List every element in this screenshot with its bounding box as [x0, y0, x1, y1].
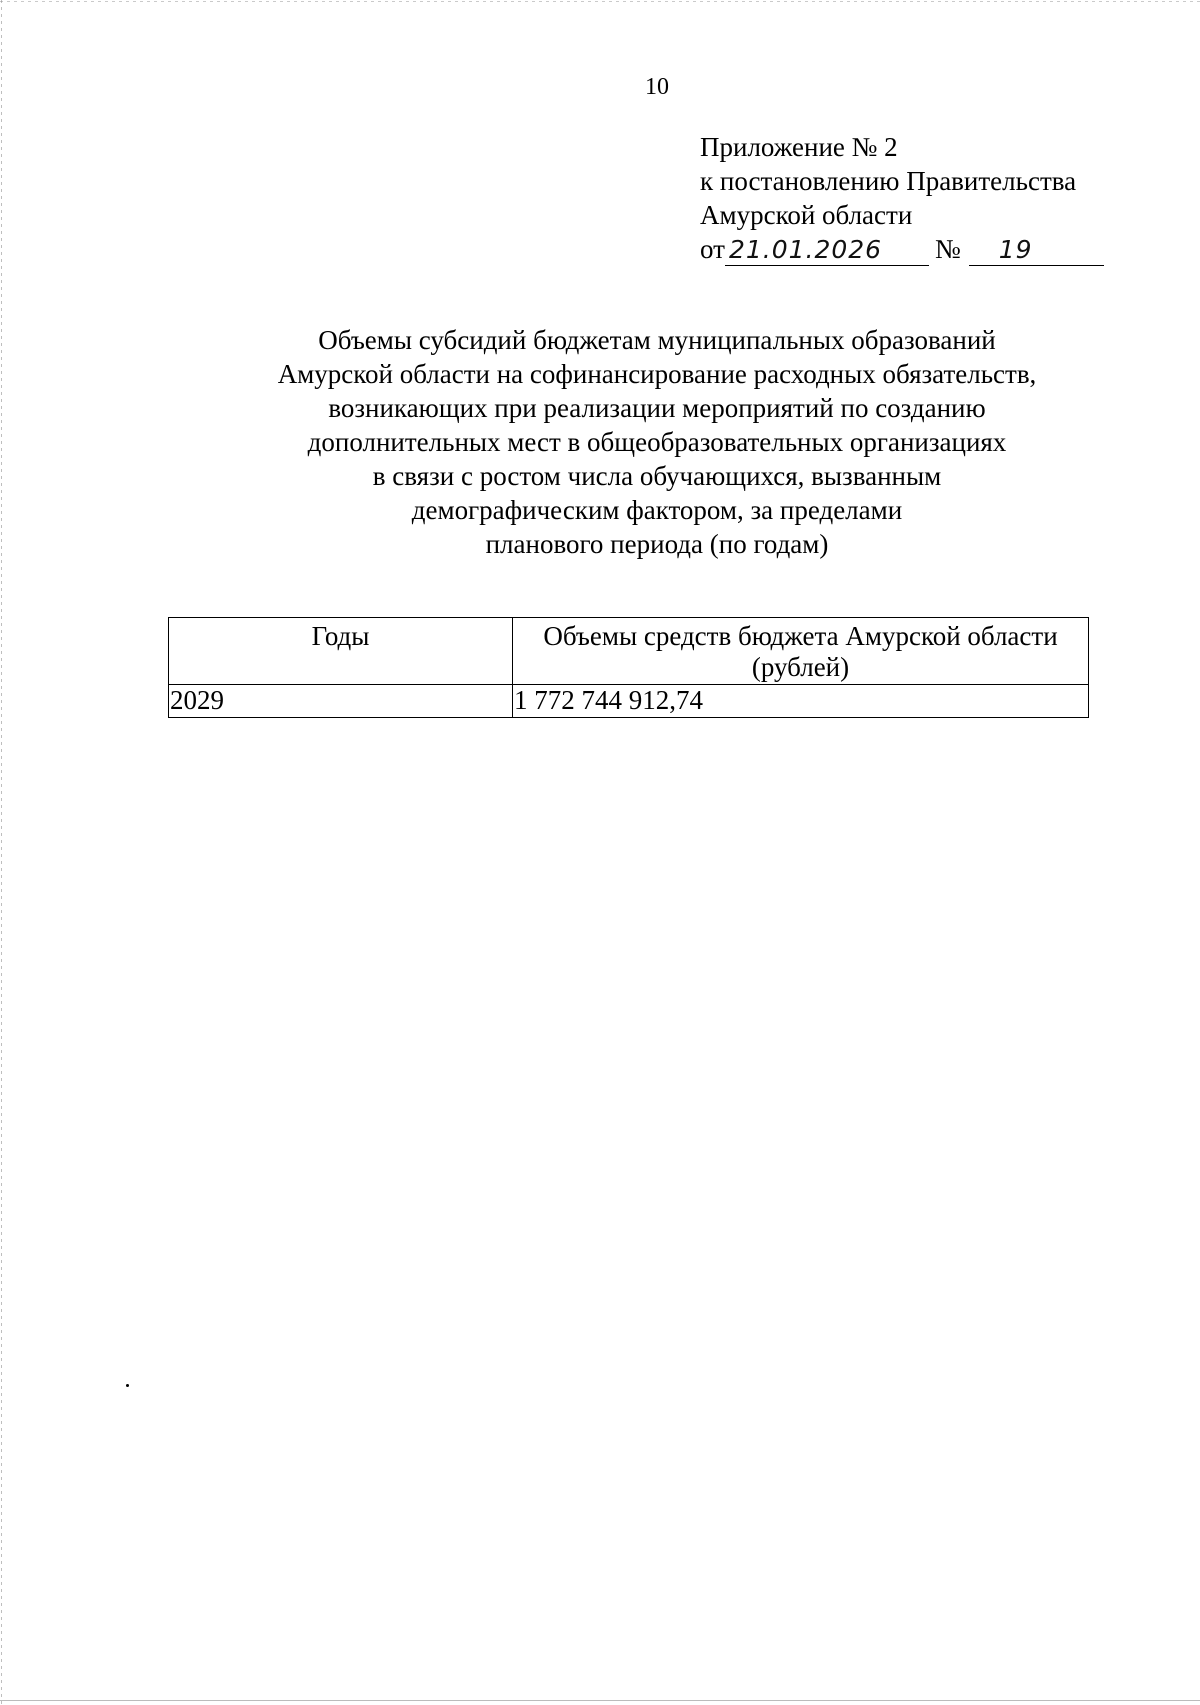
header-years	[169, 618, 513, 685]
header-amount-line-1: Объемы средств бюджета Амурской области	[543, 621, 1058, 651]
scan-edge-top	[0, 1, 1200, 2]
scan-edge-left	[1, 0, 2, 1705]
cell-amount: 1 772 744 912,74	[513, 685, 1089, 718]
header-amount	[513, 618, 1089, 685]
title-line: возникающих при реализации мероприятий по созданию	[328, 393, 986, 423]
appendix-header	[700, 130, 1104, 266]
title-line: планового периода (по годам)	[485, 529, 829, 559]
scan-speck	[126, 1384, 129, 1387]
title-line: Объемы субсидий бюджетам муниципальных образований	[318, 325, 996, 355]
scan-edge-bottom	[0, 1700, 1200, 1701]
header-amount-line-2: (рублей)	[751, 652, 850, 682]
appendix-date-number-line	[700, 232, 1104, 266]
table-row	[169, 685, 1089, 718]
page-number: 10	[645, 74, 669, 100]
appendix-line-3: Амурской области	[700, 200, 913, 230]
title-line: демографическим фактором, за пределами	[411, 495, 903, 525]
cell-year: 2029	[169, 685, 513, 718]
title-line: в связи с ростом числа обучающихся, вызванным	[372, 461, 942, 491]
header-years-label: Годы	[311, 621, 370, 651]
date-prefix: от	[700, 234, 725, 264]
document-title	[200, 323, 1114, 561]
title-line: дополнительных мест в общеобразовательных организациях	[307, 427, 1007, 457]
number-field	[969, 234, 1104, 266]
budget-table	[168, 617, 1089, 718]
appendix-line-2: к постановлению Правительства	[700, 166, 1077, 196]
date-field	[725, 234, 929, 266]
title-line: Амурской области на софинансирование расходных обязательств,	[277, 359, 1037, 389]
handwritten-date: 21.01.2026	[728, 235, 883, 264]
number-sign: №	[934, 234, 961, 264]
appendix-line-1: Приложение № 2	[700, 132, 898, 162]
table-header-row	[169, 618, 1089, 685]
handwritten-number: 19	[998, 235, 1033, 264]
